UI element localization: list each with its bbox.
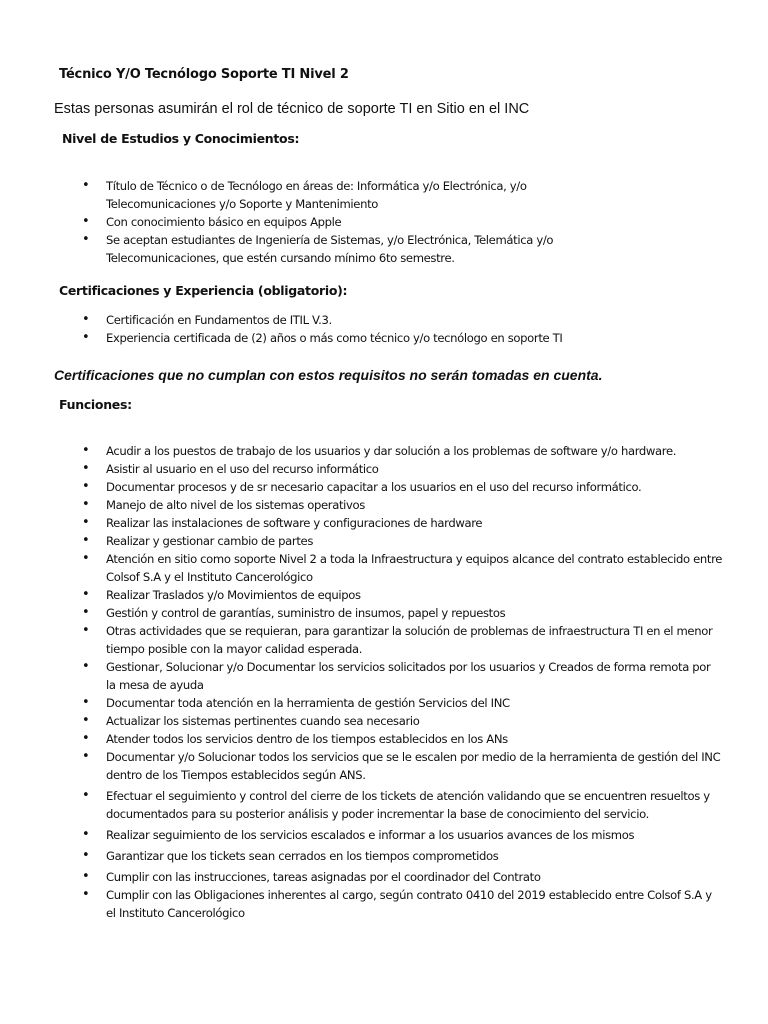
list-item bbox=[82, 442, 722, 460]
bullet-icon: • bbox=[82, 848, 90, 863]
bullet-icon: • bbox=[82, 695, 90, 710]
list-item bbox=[82, 514, 722, 532]
functions-list bbox=[82, 442, 722, 922]
bullet-icon: • bbox=[82, 443, 90, 458]
education-list bbox=[82, 177, 602, 267]
certifications-heading: Certificaciones y Experiencia (obligatorio): bbox=[59, 283, 348, 298]
list-item-text: Asistir al usuario en el uso del recurso informático bbox=[106, 462, 379, 476]
list-item bbox=[82, 622, 722, 658]
list-item-text: Manejo de alto nivel de los sistemas operativos bbox=[106, 498, 365, 512]
list-item-text: Efectuar el seguimiento y control del cierre de los tickets de atención validando que se encuentren resueltos y documentados para su posterior análisis y poder incrementar la base de conocimiento del servicio. bbox=[106, 789, 710, 821]
list-item-text: Con conocimiento básico en equipos Apple bbox=[106, 215, 342, 229]
list-item-text: Cumplir con las Obligaciones inherentes al cargo, según contrato 0410 del 2019 establecido entre Colsof S.A y el Instituto Cancerológico bbox=[106, 888, 712, 920]
list-item bbox=[82, 586, 722, 604]
bullet-icon: • bbox=[82, 659, 90, 674]
list-item-text: Documentar toda atención en la herramienta de gestión Servicios del INC bbox=[106, 696, 510, 710]
bullet-icon: • bbox=[82, 461, 90, 476]
bullet-icon: • bbox=[82, 887, 90, 902]
list-item bbox=[82, 329, 602, 347]
list-item bbox=[82, 460, 722, 478]
list-item bbox=[82, 496, 722, 514]
requirements-warning: Certificaciones que no cumplan con estos requisitos no serán tomadas en cuenta. bbox=[54, 367, 603, 383]
list-item-text: Realizar seguimiento de los servicios escalados e informar a los usuarios avances de los mismos bbox=[106, 828, 635, 842]
bullet-icon: • bbox=[82, 312, 90, 327]
list-item bbox=[82, 748, 722, 784]
list-item-text: Título de Técnico o de Tecnólogo en áreas de: Informática y/o Electrónica, y/o Telecomunicaciones y/o Soporte y Mantenimiento bbox=[106, 179, 527, 211]
list-item bbox=[82, 311, 602, 329]
bullet-icon: • bbox=[82, 479, 90, 494]
list-item-text: Acudir a los puestos de trabajo de los usuarios y dar solución a los problemas de software y/o hardware. bbox=[106, 444, 677, 458]
list-item bbox=[82, 478, 722, 496]
list-item bbox=[82, 847, 722, 865]
bullet-icon: • bbox=[82, 731, 90, 746]
list-item bbox=[82, 177, 602, 213]
bullet-icon: • bbox=[82, 605, 90, 620]
list-item-text: Realizar y gestionar cambio de partes bbox=[106, 534, 314, 548]
list-item-text: Realizar las instalaciones de software y configuraciones de hardware bbox=[106, 516, 483, 530]
bullet-icon: • bbox=[82, 827, 90, 842]
intro-text: Estas personas asumirán el rol de técnico de soporte TI en Sitio en el INC bbox=[54, 101, 530, 117]
list-item-text: Otras actividades que se requieran, para garantizar la solución de problemas de infraestructura TI en el menor tiempo posible con la mayor calidad esperada. bbox=[106, 624, 713, 656]
list-item bbox=[82, 868, 722, 886]
list-item bbox=[82, 712, 722, 730]
functions-heading: Funciones: bbox=[59, 397, 132, 412]
document-title: Técnico Y/O Tecnólogo Soporte TI Nivel 2 bbox=[59, 67, 349, 82]
list-item bbox=[82, 694, 722, 712]
bullet-icon: • bbox=[82, 587, 90, 602]
list-item bbox=[82, 231, 602, 267]
list-item-text: Gestionar, Solucionar y/o Documentar los servicios solicitados por los usuarios y Creados de forma remota por la mesa de ayuda bbox=[106, 660, 711, 692]
bullet-icon: • bbox=[82, 533, 90, 548]
list-item-text: Actualizar los sistemas pertinentes cuando sea necesario bbox=[106, 714, 420, 728]
bullet-icon: • bbox=[82, 330, 90, 345]
list-item bbox=[82, 886, 722, 922]
list-item-text: Realizar Traslados y/o Movimientos de equipos bbox=[106, 588, 361, 602]
bullet-icon: • bbox=[82, 623, 90, 638]
list-item bbox=[82, 826, 722, 844]
bullet-icon: • bbox=[82, 749, 90, 764]
list-item-text: Documentar procesos y de sr necesario capacitar a los usuarios en el uso del recurso informático. bbox=[106, 480, 642, 494]
bullet-icon: • bbox=[82, 713, 90, 728]
bullet-icon: • bbox=[82, 497, 90, 512]
list-item bbox=[82, 658, 722, 694]
list-item bbox=[82, 532, 722, 550]
list-item-text: Certificación en Fundamentos de ITIL V.3. bbox=[106, 313, 332, 327]
bullet-icon: • bbox=[82, 788, 90, 803]
list-item bbox=[82, 787, 722, 823]
bullet-icon: • bbox=[82, 551, 90, 566]
list-item-text: Se aceptan estudiantes de Ingeniería de Sistemas, y/o Electrónica, Telemática y/o Telecomunicaciones, que estén cursando mínimo 6to semestre. bbox=[106, 233, 554, 265]
bullet-icon: • bbox=[82, 178, 90, 193]
list-item bbox=[82, 730, 722, 748]
list-item bbox=[82, 604, 722, 622]
list-item-text: Atención en sitio como soporte Nivel 2 a toda la Infraestructura y equipos alcance del contrato establecido entre Colsof S.A y el Instituto Cancerológico bbox=[106, 552, 723, 584]
certifications-list bbox=[82, 311, 602, 347]
list-item-text: Experiencia certificada de (2) años o más como técnico y/o tecnólogo en soporte TI bbox=[106, 331, 563, 345]
bullet-icon: • bbox=[82, 232, 90, 247]
bullet-icon: • bbox=[82, 214, 90, 229]
bullet-icon: • bbox=[82, 515, 90, 530]
list-item-text: Atender todos los servicios dentro de los tiempos establecidos en los ANs bbox=[106, 732, 508, 746]
list-item-text: Gestión y control de garantías, suministro de insumos, papel y repuestos bbox=[106, 606, 506, 620]
list-item bbox=[82, 213, 602, 231]
list-item bbox=[82, 550, 722, 586]
list-item-text: Cumplir con las instrucciones, tareas asignadas por el coordinador del Contrato bbox=[106, 870, 541, 884]
education-heading: Nivel de Estudios y Conocimientos: bbox=[62, 131, 300, 146]
bullet-icon: • bbox=[82, 869, 90, 884]
list-item-text: Documentar y/o Solucionar todos los servicios que se le escalen por medio de la herramienta de gestión del INC dentro de los Tiempos establecidos según ANS. bbox=[106, 750, 721, 782]
list-item-text: Garantizar que los tickets sean cerrados en los tiempos comprometidos bbox=[106, 849, 499, 863]
